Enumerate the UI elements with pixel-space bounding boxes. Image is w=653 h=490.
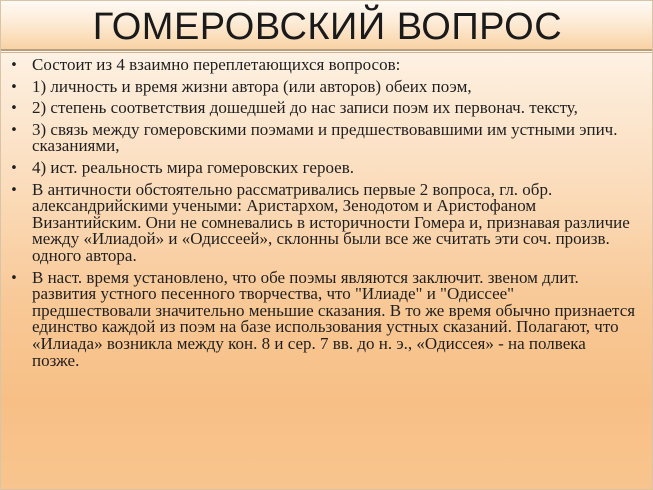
- bullet-item: [1, 100, 653, 117]
- bullet-icon: •: [10, 122, 18, 138]
- bullet-icon: •: [10, 160, 18, 176]
- bullet-icon: •: [10, 58, 18, 73]
- bullet-text: Состоит из 4 взаимно переплетающихся вопросов:: [32, 55, 401, 74]
- bullet-item: [1, 267, 653, 370]
- bullet-item: [1, 157, 653, 177]
- bullet-list: [1, 57, 653, 374]
- bullet-text: 2) степень соответствия дошедшей до нас записи поэм их первонач. тексту,: [32, 98, 578, 118]
- bullet-text: 3) связь между гомеровскими поэмами и предшествовавшими им устными эпич. сказаниями,: [32, 119, 618, 156]
- bullet-icon: •: [10, 270, 18, 286]
- title-band: [1, 1, 653, 49]
- title-divider-thin: [1, 52, 653, 53]
- bullet-icon: •: [10, 182, 18, 198]
- bullet-icon: •: [10, 79, 18, 95]
- bullet-text: 4) ист. реальность мира гомеровских героев.: [32, 157, 354, 177]
- bullet-item: [1, 76, 653, 96]
- title-divider: [1, 49, 653, 51]
- bullet-text: В античности обстоятельно рассматривались первые 2 вопроса, гл. обр. александрийскими учеными: Аристархом, Зенодотом и Аристофаном Византийским. Они не сомневались в историчности Гомера и, признавая различие между «Илиадой» и «Одиссеей», склонны были все же считать эти соч. произв. одного автора.: [32, 179, 630, 265]
- bullet-item: [1, 57, 653, 74]
- slide-title: ГОМЕРОВСКИЙ ВОПРОС: [92, 6, 563, 48]
- bullet-text: В наст. время установлено, что обе поэмы являются заключит. звеном длит. развития устного песенного творчества, что "Илиаде" и "Одиссее" предшествовали значительно меньшие сказания. В то же время обычно признается единство каждой из поэм на базе использования устных сказаний. Полагают, что «Илиада» возникла между кон. 8 и сер. 7 вв. до н. э., «Одиссея» - на полвека позже.: [32, 267, 636, 370]
- bullet-item: [1, 119, 653, 156]
- bullet-item: [1, 179, 653, 265]
- bullet-text: 1) личность и время жизни автора (или авторов) обеих поэм,: [32, 76, 472, 96]
- bullet-icon: •: [10, 101, 18, 117]
